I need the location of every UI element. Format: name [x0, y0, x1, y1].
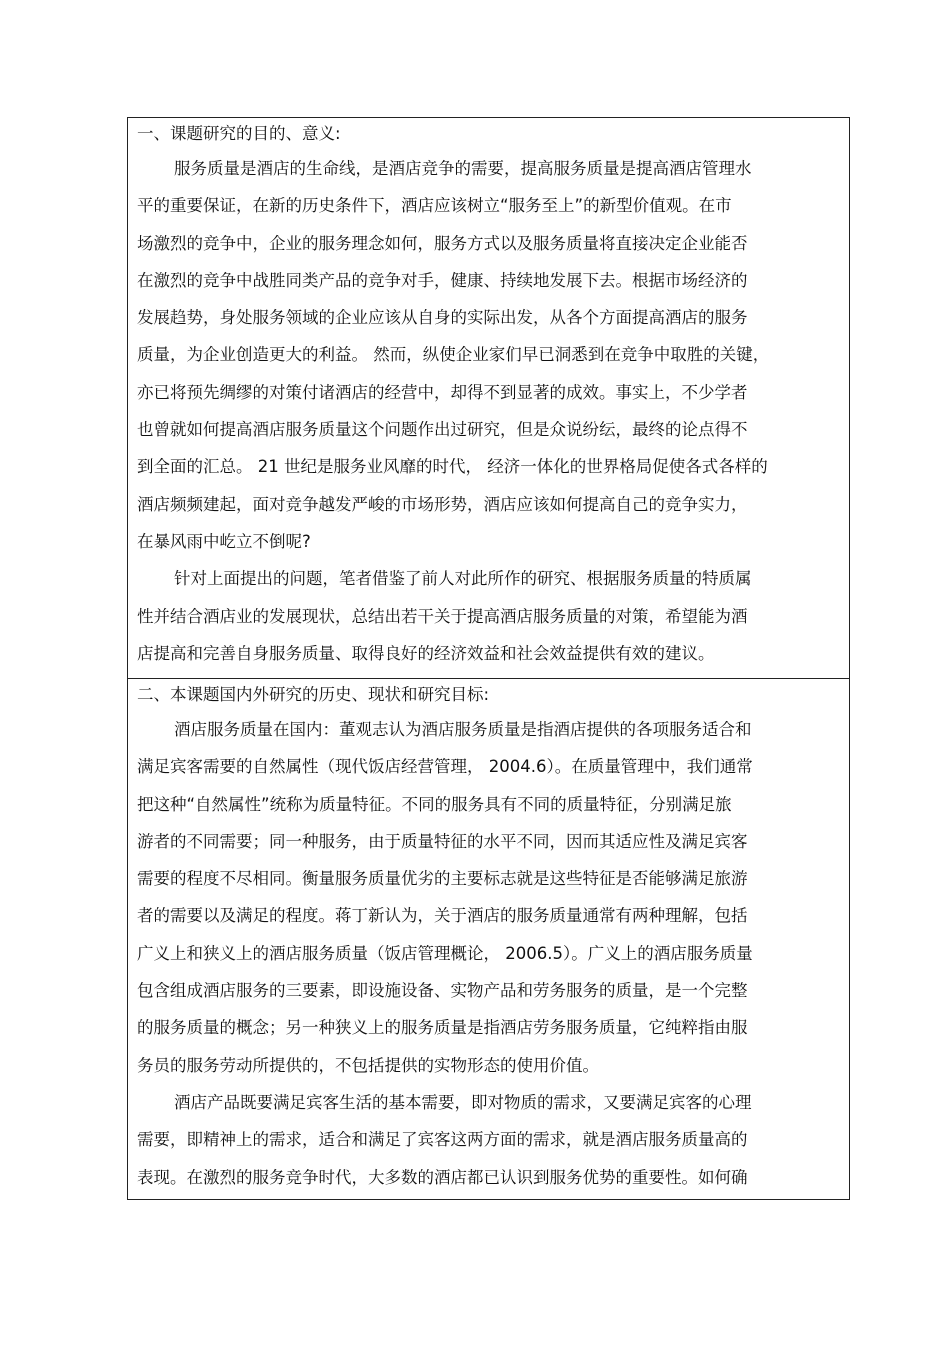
paragraph-line: 酒店产品既要满足宾客生活的基本需要，即对物质的需求，又要满足宾客的心理	[174, 1092, 752, 1112]
paragraph-line: 发展趋势，身处服务领域的企业应该从自身的实际出发，从各个方面提高酒店的服务	[137, 308, 748, 328]
paragraph-line: 者的需要以及满足的程度。蒋丁新认为，关于酒店的服务质量通常有两种理解，包括	[137, 906, 748, 926]
paragraph-line: 的服务质量的概念；另一种狭义上的服务质量是指酒店劳务服务质量，它纯粹指由服	[137, 1018, 748, 1038]
paragraph-line: 到全面的汇总。 21 世纪是服务业风靡的时代， 经济一体化的世界格局促使各式各样的	[137, 457, 768, 477]
paragraph-line: 满足宾客需要的自然属性（现代饭店经营管理， 2004.6）。在质量管理中，我们通常	[137, 757, 753, 777]
paragraph-line: 酒店服务质量在国内：董观志认为酒店服务质量是指酒店提供的各项服务适合和	[174, 720, 752, 739]
paragraph-line: 游者的不同需要；同一种服务，由于质量特征的水平不同，因而其适应性及满足宾客	[137, 831, 748, 851]
section-research-status	[137, 679, 837, 1196]
paragraph-line: 店提高和完善自身服务质量、取得良好的经济效益和社会效益提供有效的建议。	[137, 643, 715, 663]
section-heading: 一、课题研究的目的、意义:	[137, 124, 341, 143]
paragraph-line: 在暴风雨中屹立不倒呢?	[137, 531, 311, 551]
paragraph-line: 平的重要保证，在新的历史条件下，酒店应该树立“服务至上”的新型价值观。在市	[137, 196, 732, 216]
section-heading: 二、本课题国内外研究的历史、现状和研究目标:	[137, 685, 490, 704]
paragraph-line: 需要，即精神上的需求，适合和满足了宾客这两方面的需求，就是酒店服务质量高的	[137, 1130, 748, 1150]
paragraph-line: 针对上面提出的问题，笔者借鉴了前人对此所作的研究、根据服务质量的特质属	[174, 569, 752, 589]
paragraph-line: 性并结合酒店业的发展现状，总结出若干关于提高酒店服务质量的对策，希望能为酒	[137, 606, 748, 626]
paragraph-line: 表现。在激烈的服务竞争时代，大多数的酒店都已认识到服务优势的重要性。如何确	[137, 1167, 748, 1187]
paragraph-line: 服务质量是酒店的生命线，是酒店竞争的需要，提高服务质量是提高酒店管理水	[174, 159, 752, 178]
form-table	[127, 117, 850, 1200]
paragraph-line: 把这种“自然属性”统称为质量特征。不同的服务具有不同的质量特征，分别满足旅	[137, 794, 732, 814]
paragraph-line: 广义上和狭义上的酒店服务质量（饭店管理概论， 2006.5）。广义上的酒店服务质量	[137, 943, 753, 963]
paragraph-line: 在激烈的竞争中战胜同类产品的竞争对手，健康、持续地发展下去。根据市场经济的	[137, 270, 748, 290]
paragraph-line: 也曾就如何提高酒店服务质量这个问题作出过研究，但是众说纷纭，最终的论点得不	[137, 420, 748, 440]
paragraph-line: 酒店频频建起，面对竞争越发严峻的市场形势，酒店应该如何提高自己的竞争实力，	[137, 494, 748, 514]
paragraph-line: 亦已将预先绸缪的对策付诸酒店的经营中，却得不到显著的成效。事实上，不少学者	[137, 382, 748, 402]
paragraph-line: 质量，为企业创造更大的利益。 然而，纵使企业家们早已洞悉到在竞争中取胜的关键，	[137, 345, 770, 365]
section-purpose	[137, 118, 837, 672]
paragraph-line: 务员的服务劳动所提供的，不包括提供的实物形态的使用价值。	[137, 1055, 599, 1075]
paragraph-line: 场激烈的竞争中，企业的服务理念如何，服务方式以及服务质量将直接决定企业能否	[137, 233, 748, 253]
paragraph-line: 需要的程度不尽相同。衡量服务质量优劣的主要标志就是这些特征是否能够满足旅游	[137, 869, 748, 889]
paragraph-line: 包含组成酒店服务的三要素，即设施设备、实物产品和劳务服务的质量，是一个完整	[137, 981, 748, 1001]
